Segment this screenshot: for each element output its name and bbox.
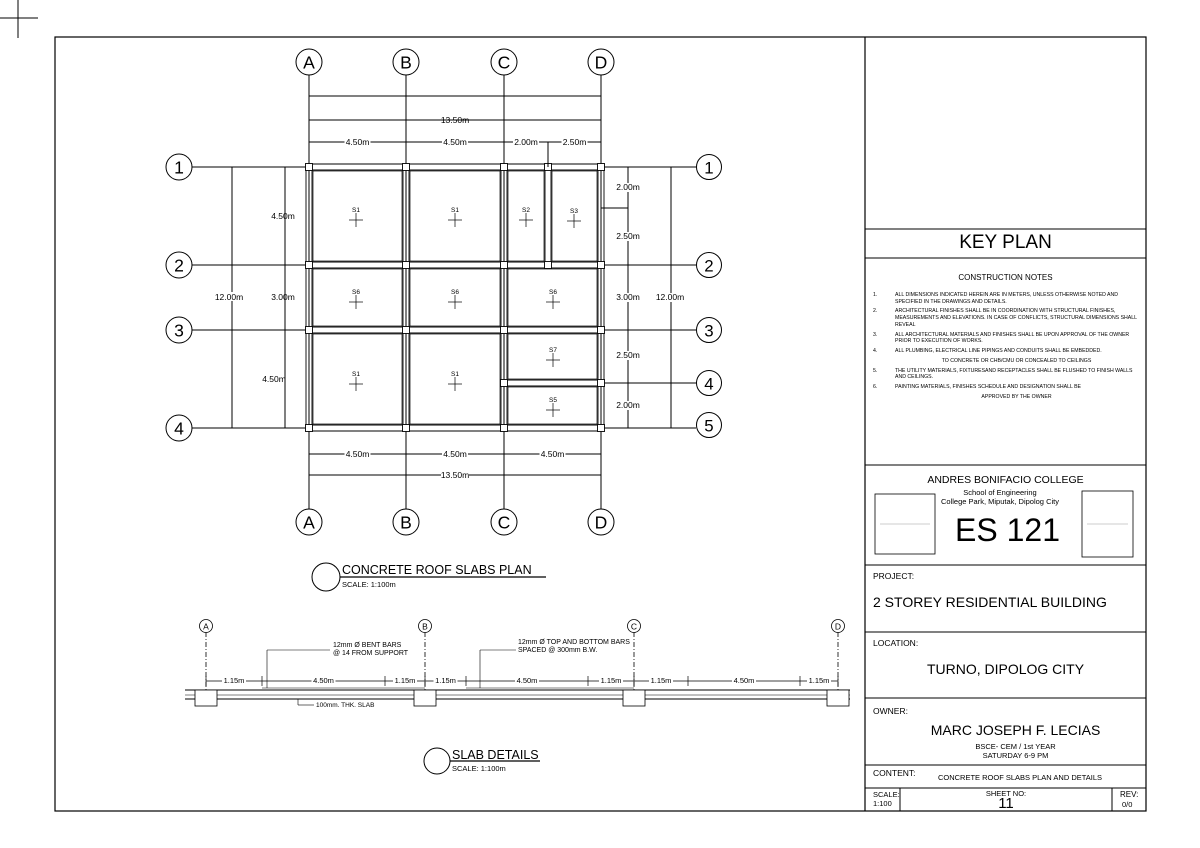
note-number (873, 358, 895, 365)
column (306, 164, 313, 171)
slab-mark: S1 (451, 371, 459, 378)
column (306, 262, 313, 269)
column (598, 164, 605, 171)
note-item (873, 332, 1138, 345)
grid-bubble-bottom-B: B (400, 512, 412, 533)
dim-top: 2.00m (514, 137, 538, 147)
column (403, 327, 410, 334)
support-column (827, 690, 849, 706)
note-item (873, 348, 1138, 355)
column (501, 164, 508, 171)
dim-top: 4.50m (345, 137, 370, 147)
notes-list (873, 292, 1138, 404)
slab-mark: S1 (352, 371, 360, 378)
school-address: College Park, Miputak, Dipolog City (941, 497, 1059, 506)
top-bar-note: 12mm Ø TOP AND BOTTOM BARS (518, 639, 630, 646)
slab-mark: S3 (570, 208, 578, 215)
plan-title: CONCRETE ROOF SLABS PLAN (342, 563, 532, 577)
note-item (873, 308, 1138, 328)
scale-value: 1:100 (873, 799, 892, 808)
slab-mark: S6 (451, 289, 459, 296)
column (501, 262, 508, 269)
grid-bubble-bottom-C: C (497, 512, 511, 533)
detail-dim: 1.15m (650, 676, 672, 685)
column (501, 327, 508, 334)
slab-thk-note: 100mm. THK. SLAB (316, 702, 375, 709)
note-text: PAINTING MATERIALS, FINISHES SCHEDULE AND DESIGNATION SHALL BE (895, 384, 1082, 391)
note-text: APPROVED BY THE OWNER (981, 394, 1052, 401)
plan-title-bubble (312, 563, 340, 591)
column (306, 425, 313, 432)
detail-dim: 4.50m (733, 676, 755, 685)
dim-right-overall: 12.00m (655, 292, 685, 302)
dim-left: 3.00m (271, 292, 295, 302)
note-number: 4. (873, 348, 878, 355)
detail-bubble-A: A (203, 621, 209, 632)
top-bar-note: SPACED @ 300mm B.W. (518, 647, 598, 654)
dim-left: 4.50m (262, 374, 286, 384)
note-number: 6. (873, 384, 878, 391)
bent-bar-note: 12mm Ø BENT BARS (333, 642, 402, 649)
note-number: 5. (873, 367, 878, 374)
location-name: TURNO, DIPOLOG CITY (926, 661, 1085, 677)
note-text: ARCHITECTURAL FINISHES SHALL BE IN COORDINATION WITH STRUCTURAL FINISHES, MEASUREMENTS AND ELEVATIONS. IN CASE OF CONFLICTS, STRUCTURAL DIMENSIONS SHALL REVEAL (895, 308, 1137, 328)
details-scale: SCALE: 1:100m (452, 764, 506, 773)
owner-label: OWNER: (873, 706, 908, 716)
details-title-bubble (424, 748, 450, 774)
dim-bottom: 4.50m (443, 449, 467, 459)
detail-dim: 1.15m (435, 676, 456, 685)
grid-bubble-left-2: 2 (174, 255, 184, 276)
dim-top: 2.50m (562, 137, 587, 147)
note-item (873, 358, 1138, 365)
slab-panel (313, 171, 402, 261)
grid-bubble-right-2: 2 (704, 256, 714, 276)
detail-bubble-D: D (834, 621, 842, 632)
grid-bubble-bottom-A: A (303, 512, 315, 533)
column (501, 380, 508, 387)
content-label: CONTENT: (873, 768, 916, 778)
note-text: ALL PLUMBING, ELECTRICAL LINE PIPINGS AND CONDUITS SHALL BE EMBEDDED. (895, 348, 1102, 355)
slab-mark: S1 (451, 207, 459, 214)
dim-overall-bottom: 13.50m (440, 470, 470, 480)
dim-bottom: 4.50m (345, 449, 370, 459)
detail-bubble-C: C (630, 621, 638, 632)
support-column (623, 690, 645, 706)
project-label: PROJECT: (873, 571, 915, 581)
note-item (873, 384, 1138, 391)
grid-bubble-left-1: 1 (174, 157, 184, 178)
note-item (873, 292, 1138, 305)
rev-value: 0/0 (1122, 800, 1133, 809)
content-text: CONCRETE ROOF SLABS PLAN AND DETAILS (937, 773, 1103, 782)
slab-mark: S5 (549, 397, 557, 404)
grid-bubble-top-D: D (594, 52, 608, 73)
slab-mark: S2 (522, 207, 530, 214)
column (403, 425, 410, 432)
dim-right: 2.50m (616, 350, 640, 360)
column (403, 262, 410, 269)
detail-bubble-B: B (422, 621, 428, 632)
dim-left-overall: 12.00m (214, 292, 244, 302)
grid-bubble-left-3: 3 (174, 320, 184, 341)
plan-scale: SCALE: 1:100m (342, 580, 396, 589)
bent-bar-note: @ 14 FROM SUPPORT (333, 650, 409, 657)
details-title: SLAB DETAILS (452, 748, 539, 762)
location-label: LOCATION: (873, 638, 919, 648)
dim-top: 4.50m (443, 137, 467, 147)
detail-dim: 1.15m (223, 676, 245, 685)
column (501, 425, 508, 432)
sheet-number: 11 (998, 795, 1014, 812)
sheet-label: SHEET NO: (985, 789, 1027, 798)
course-code: ES 121 (955, 512, 1060, 548)
owner-name: MARC JOSEPH F. LECIAS (930, 722, 1101, 738)
note-number: 1. (873, 292, 878, 298)
grid-bubble-left-4: 4 (174, 418, 184, 439)
detail-dim: 1.15m (600, 676, 622, 685)
detail-dim: 4.50m (516, 676, 538, 685)
slab-panel (508, 269, 597, 326)
note-number: 2. (873, 308, 878, 315)
dim-left: 4.50m (271, 211, 295, 221)
grid-bubble-right-5: 5 (704, 416, 714, 436)
grid-bubble-right-4: 4 (704, 374, 714, 394)
grid-bubble-top-C: C (497, 52, 511, 73)
grid-bubble-right-1: 1 (704, 158, 714, 178)
support-column (195, 690, 217, 706)
note-number: 3. (873, 331, 878, 338)
slab-panel (313, 334, 402, 424)
note-text: THE UTILITY MATERIALS, FIXTURESAND RECEPTACLES SHALL BE FLUSHED TO FINISH WALLS AND CEILINGS. (895, 367, 1133, 381)
corner-marks (0, 0, 38, 38)
slab-mark: S6 (352, 289, 360, 296)
slab-panel (552, 171, 597, 261)
note-text: TO CONCRETE OR CHB/CMU OR CONCEALED TO CEILINGS (941, 357, 1092, 364)
column (545, 262, 552, 269)
dim-right: 2.00m (616, 400, 640, 410)
slab-panel (508, 387, 597, 424)
owner-course: BSCE- CEM / 1st YEAR (975, 742, 1056, 751)
detail-dim: 4.50m (313, 676, 334, 685)
slab-mark: S6 (549, 289, 557, 296)
grid-bubble-bottom-D: D (594, 512, 608, 533)
dim-right: 2.50m (616, 231, 640, 241)
notes-title: CONSTRUCTION NOTES (958, 273, 1053, 282)
grid-bubble-top-A: A (303, 52, 315, 73)
slab-panel (313, 269, 402, 326)
grid-bubble-right-3: 3 (704, 321, 714, 341)
dim-bottom: 4.50m (540, 449, 565, 459)
detail-dim: 1.15m (394, 676, 416, 685)
school-name: School of Engineering (963, 488, 1037, 497)
note-item (873, 394, 1138, 401)
grid-bubble-top-B: B (400, 52, 412, 73)
dim-overall-top: 13.50m (440, 115, 470, 125)
note-item (873, 368, 1138, 381)
column (598, 380, 605, 387)
project-name: 2 STOREY RESIDENTIAL BUILDING (873, 594, 1107, 610)
slab-mark: S1 (352, 207, 360, 214)
column (598, 262, 605, 269)
scale-label: SCALE: (873, 790, 900, 799)
dim-right: 3.00m (616, 292, 640, 302)
note-text: ALL ARCHITECTURAL MATERIALS AND FINISHES SHALL BE UPON APPROVAL OF THE OWNER PRIOR TO EXECUTION OF WORKS. (895, 331, 1130, 345)
college-name: ANDRES BONIFACIO COLLEGE (927, 474, 1084, 486)
note-number (873, 394, 895, 401)
slab-panel (508, 334, 597, 379)
column (598, 425, 605, 432)
detail-dim: 1.15m (808, 676, 830, 685)
note-text: ALL DIMENSIONS INDICATED HEREIN ARE IN METERS, UNLESS OTHERWISE NOTED AND SPECIFIED IN THE DRAWINGS AND DETAILS. (895, 292, 1119, 305)
column (306, 327, 313, 334)
key-plan-title: KEY PLAN (959, 232, 1052, 253)
support-column (414, 690, 436, 706)
rev-label: REV: (1120, 790, 1139, 799)
owner-schedule: SATURDAY 6-9 PM (982, 751, 1049, 760)
column (403, 164, 410, 171)
column (598, 327, 605, 334)
dim-right: 2.00m (616, 182, 640, 192)
slab-mark: S7 (549, 347, 557, 354)
